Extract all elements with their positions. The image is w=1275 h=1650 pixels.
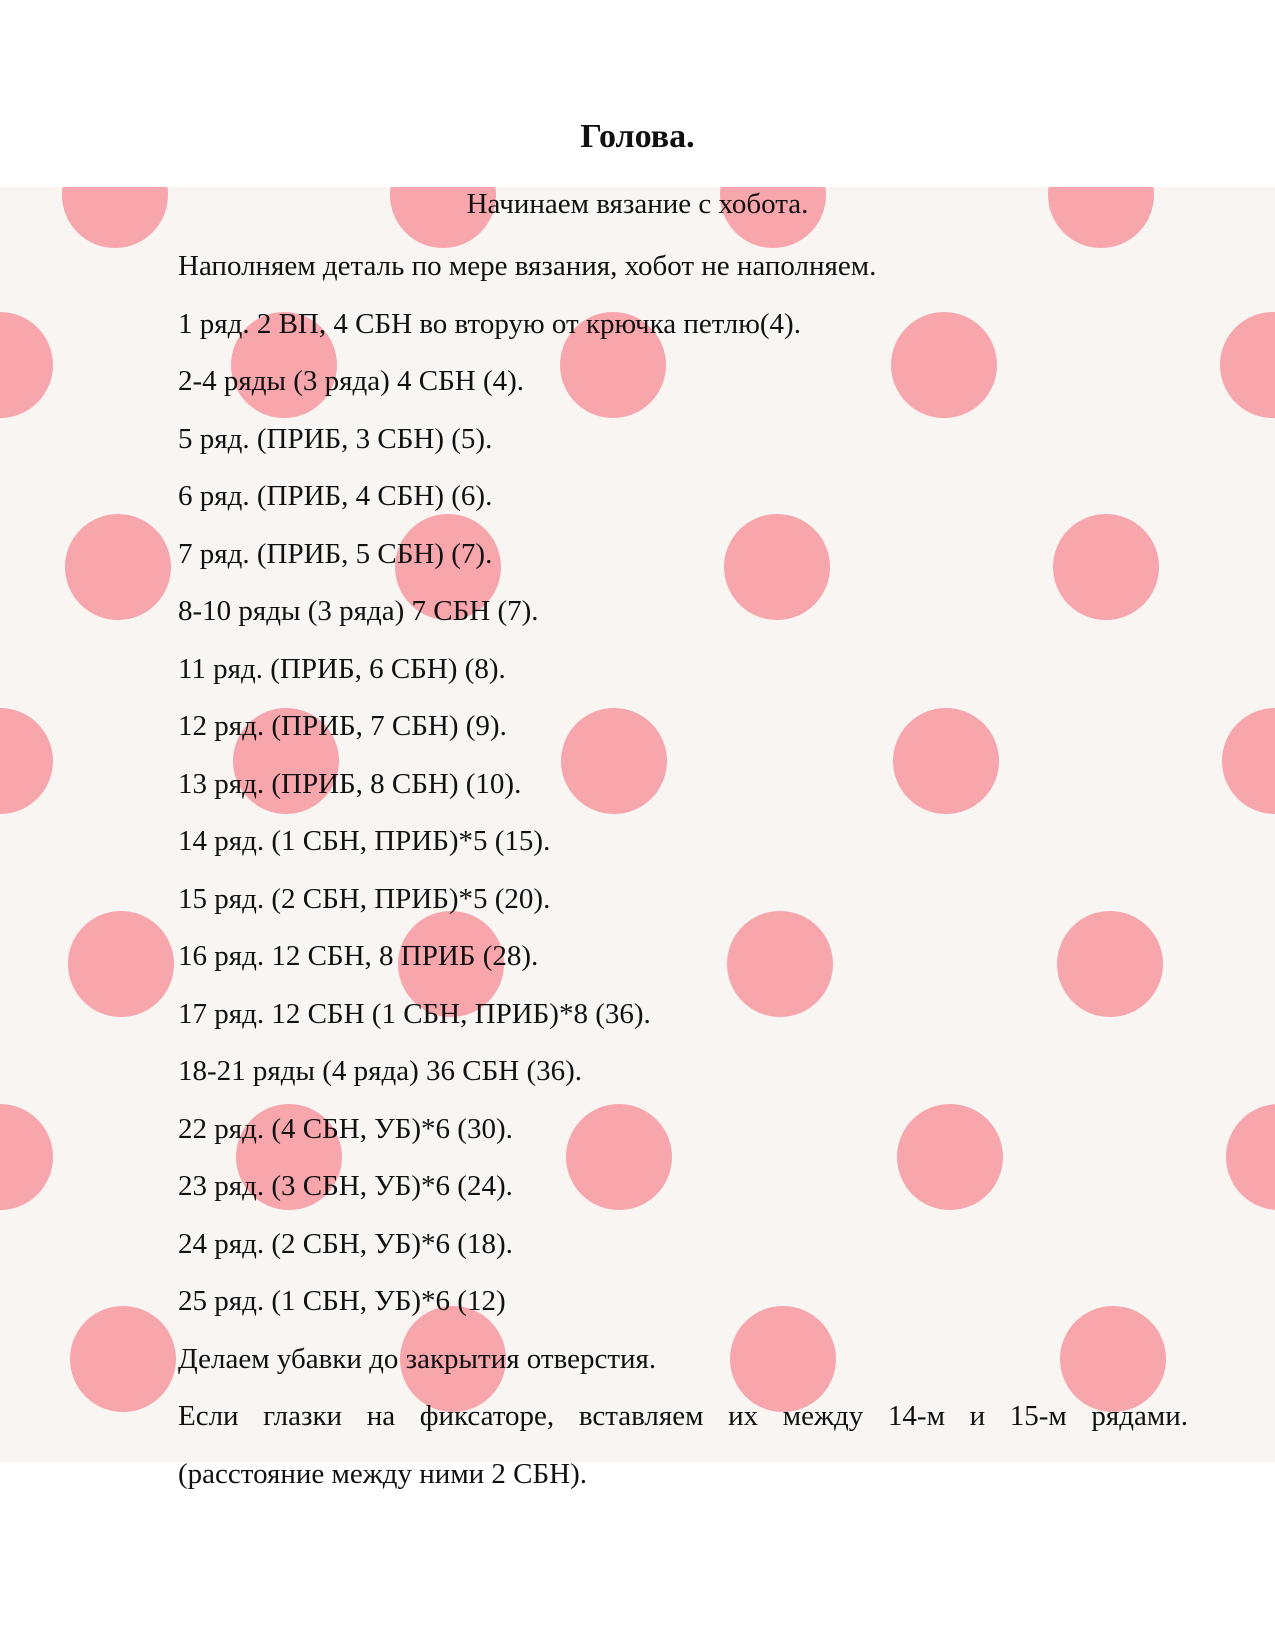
instruction-line: 25 ряд. (1 СБН, УБ)*6 (12) <box>178 1285 506 1317</box>
instruction-line: 16 ряд. 12 СБН, 8 ПРИБ (28). <box>178 940 539 972</box>
polka-dot <box>1226 1104 1275 1210</box>
instruction-line: 24 ряд. (2 СБН, УБ)*6 (18). <box>178 1227 513 1260</box>
instruction-line: 18-21 ряды (4 ряда) 36 СБН (36). <box>178 1055 583 1087</box>
polka-dot <box>0 312 53 418</box>
instruction-line: 22 ряд. (4 СБН, УБ)*6 (30). <box>178 1112 513 1145</box>
page-title: Голова. <box>580 118 695 155</box>
instruction-line: 5 ряд. (ПРИБ, 3 СБН) (5). <box>178 422 493 455</box>
instruction-line: 15 ряд. (2 СБН, ПРИБ)*5 (20). <box>178 882 551 915</box>
instruction-line: 23 ряд. (3 СБН, УБ)*6 (24). <box>178 1170 513 1202</box>
instruction-line: Делаем убавки до закрытия отверстия. <box>178 1342 657 1375</box>
polka-dot <box>1220 312 1275 418</box>
instruction-line: (расстояние между ними 2 СБН). <box>178 1457 588 1490</box>
instruction-line: 11 ряд. (ПРИБ, 6 СБН) (8). <box>178 652 506 685</box>
instruction-line: 14 ряд. (1 СБН, ПРИБ)*5 (15). <box>178 825 551 857</box>
instruction-line: Если глазки на фиксаторе, вставляем их между 14-м и 15-м рядами. <box>178 1400 1188 1432</box>
instruction-line: 8-10 ряды (3 ряда) 7 СБН (7). <box>178 595 539 627</box>
instruction-line: 7 ряд. (ПРИБ, 5 СБН) (7). <box>178 537 493 570</box>
polka-dot <box>70 1306 176 1412</box>
instruction-line: 2-4 ряды (3 ряда) 4 СБН (4). <box>178 365 525 397</box>
instruction-line: 1 ряд. 2 ВП, 4 СБН во вторую от крючка петлю(4). <box>178 307 801 340</box>
polka-dot <box>0 708 53 814</box>
polka-dot <box>0 1104 53 1210</box>
instructions-body <box>178 246 1188 1511</box>
polka-dot <box>1222 708 1275 814</box>
instruction-line: 17 ряд. 12 СБН (1 СБН, ПРИБ)*8 (36). <box>178 997 651 1030</box>
instruction-line: 12 ряд. (ПРИБ, 7 СБН) (9). <box>178 710 507 742</box>
polka-dot <box>68 911 174 1017</box>
page-subtitle: Начинаем вязание с хобота. <box>466 188 809 220</box>
instruction-line: 13 ряд. (ПРИБ, 8 СБН) (10). <box>178 767 522 800</box>
instruction-line: 6 ряд. (ПРИБ, 4 СБН) (6). <box>178 480 493 512</box>
polka-dot <box>65 514 171 620</box>
instruction-line: Наполняем деталь по мере вязания, хобот не наполняем. <box>178 250 877 282</box>
